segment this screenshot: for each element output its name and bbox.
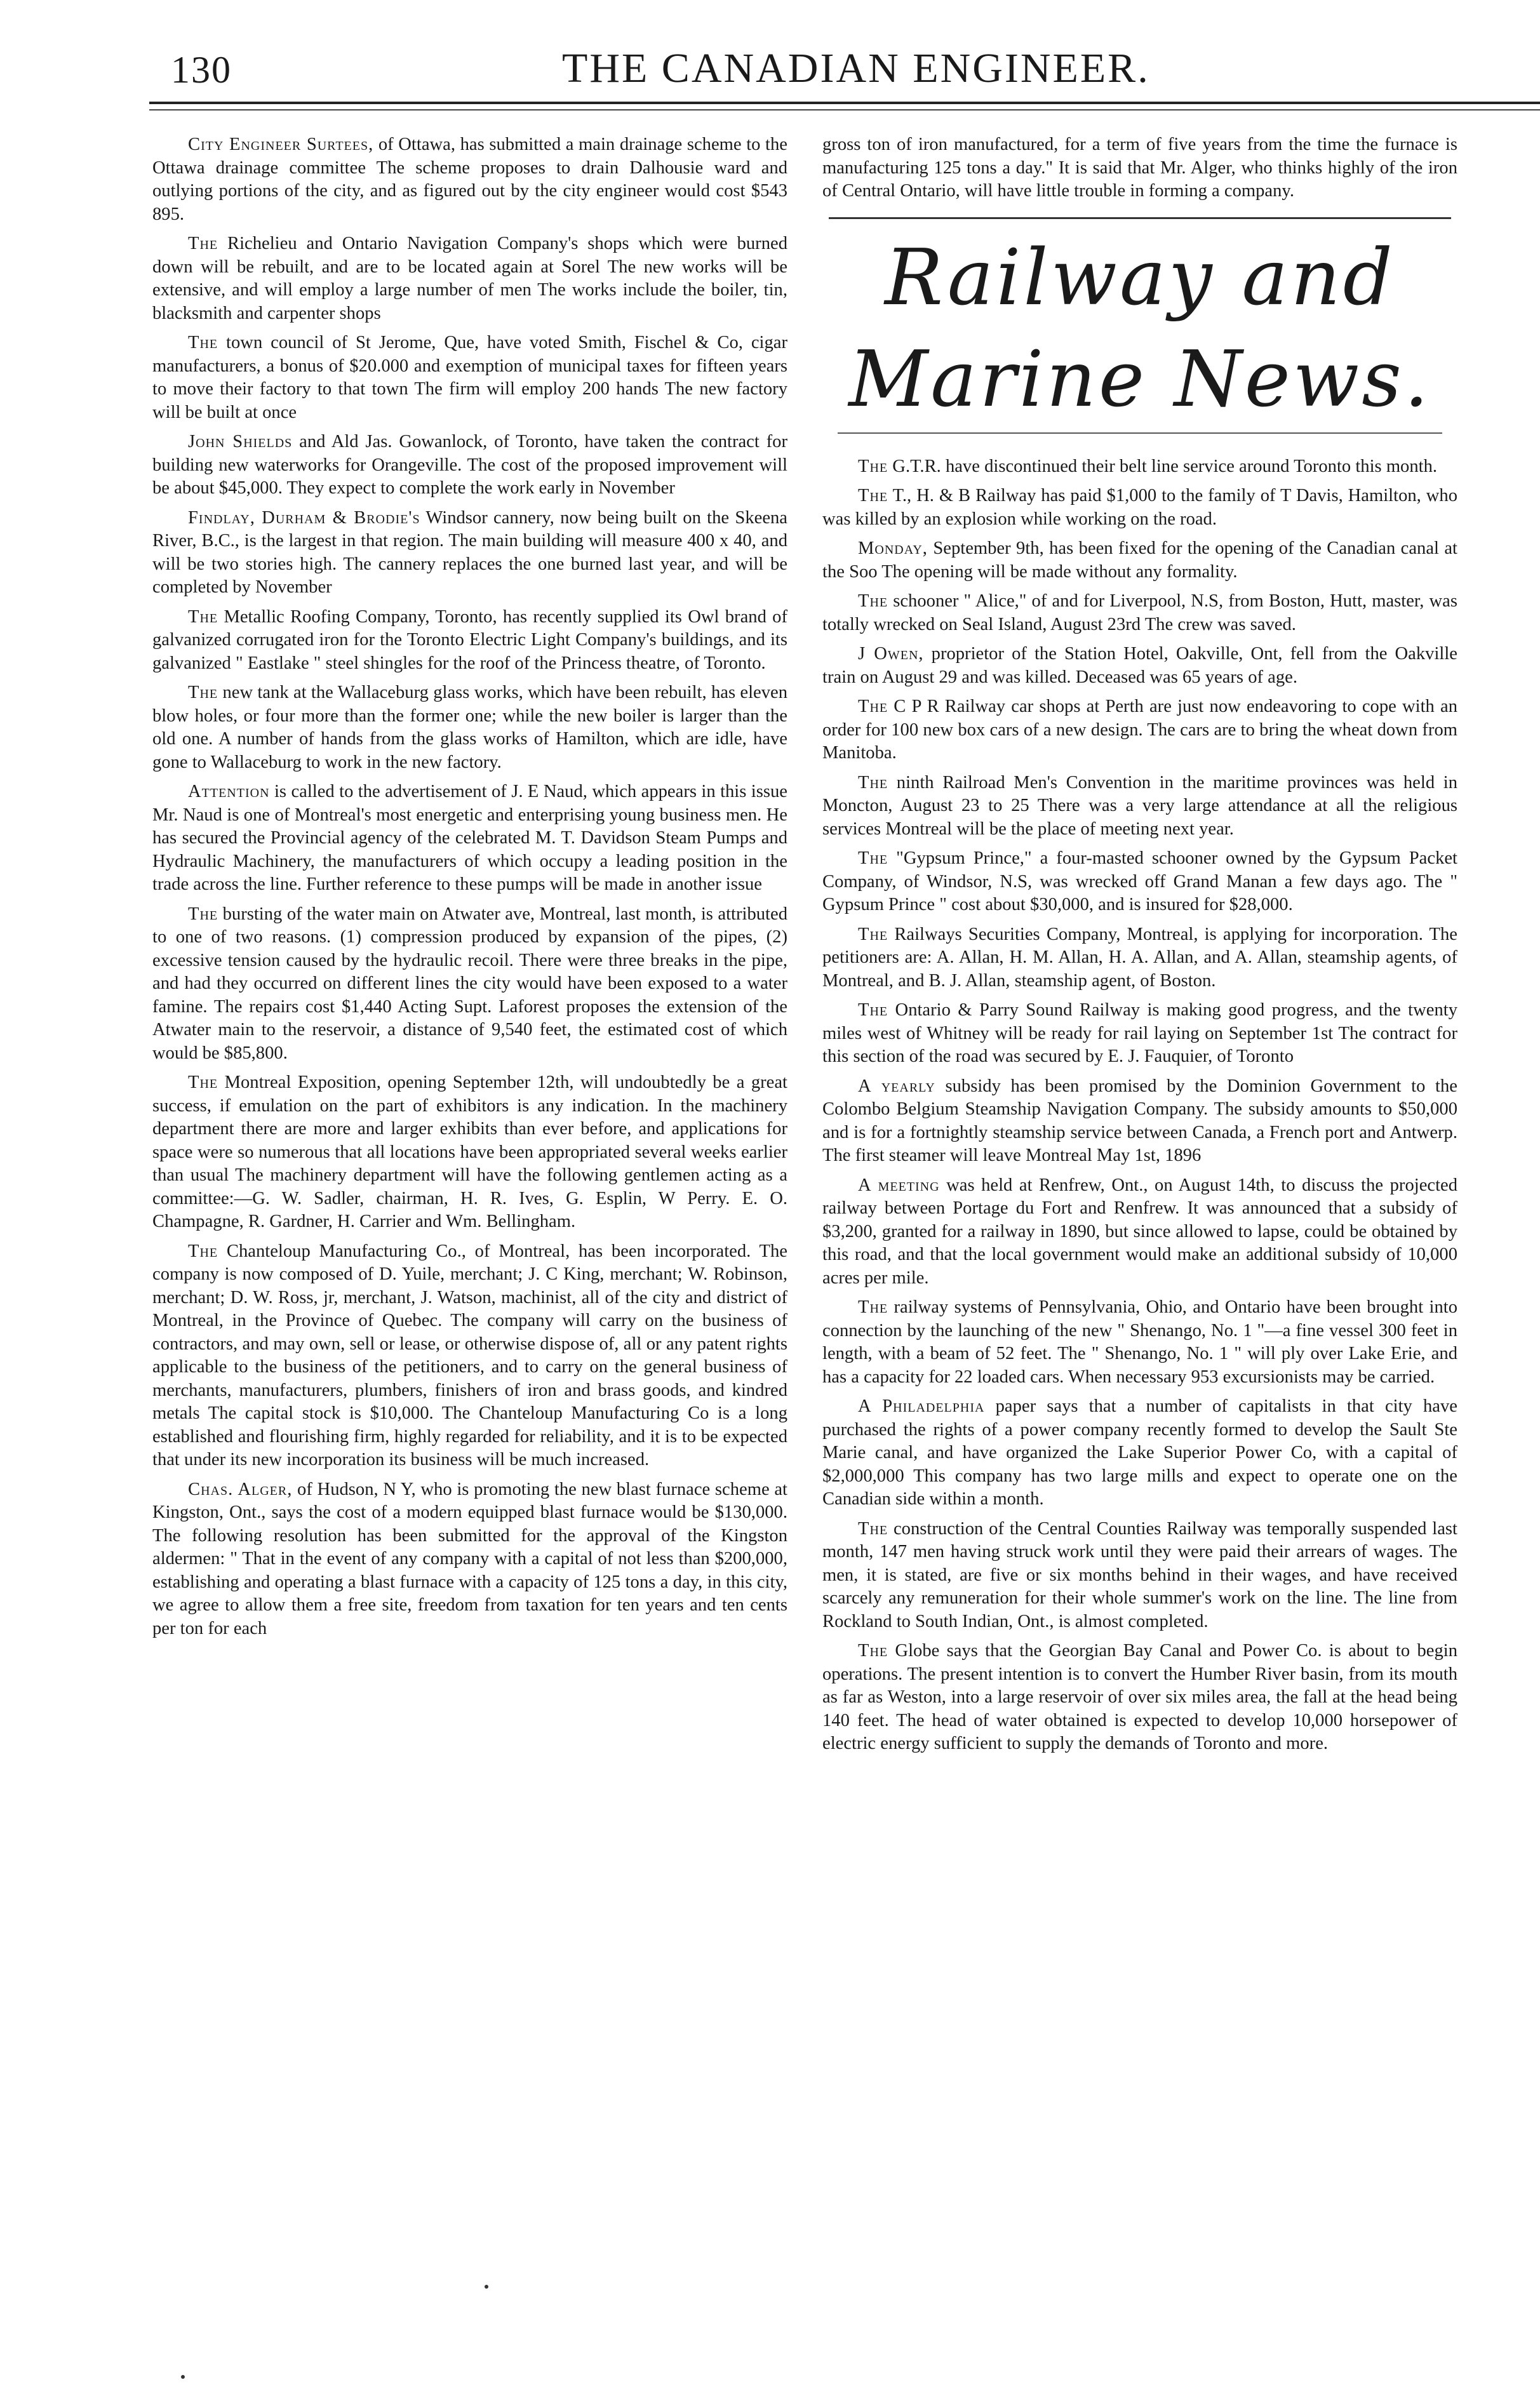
paragraph-text: Ontario & Parry Sound Railway is making good progress, and the twenty miles west of Whitney will be ready for rail laying on September 1st The contract for this section of the road was secured by E. J. Fauquier, of Toronto <box>822 1000 1457 1066</box>
paragraph-text: and Ald Jas. Gowanlock, of Toronto, have taken the contract for building new waterworks for Orangeville. The cost of the proposed improvement will be about $45,000. They expect to complete the work early in November <box>152 432 787 498</box>
news-paragraph <box>152 681 787 774</box>
paragraph-text: schooner " Alice," of and for Liverpool, N.S, from Boston, Hutt, master, was totally wrecked on Seal Island, August 23rd The crew was saved. <box>822 591 1457 634</box>
paragraph-lead: The <box>858 848 888 868</box>
news-paragraph <box>152 331 787 424</box>
paragraph-text: Richelieu and Ontario Navigation Company's shops which were burned down will be rebuilt, and are to be located again at Sorel The new works will be extensive, and will employ a large number of men The works include the boiler, tin, blacksmith and carpenter shops <box>152 234 787 323</box>
news-paragraph <box>152 232 787 325</box>
paragraph-lead: The <box>188 234 218 253</box>
news-paragraph <box>822 1174 1457 1290</box>
paragraph-lead: The <box>188 333 218 352</box>
paragraph-lead: The <box>858 697 888 716</box>
news-paragraph <box>152 606 787 676</box>
paragraph-text: proprietor of the Station Hotel, Oakville, Ont, fell from the Oakville train on August 29 and was killed. Deceased was 65 years of age. <box>822 644 1457 687</box>
news-paragraph <box>822 1075 1457 1168</box>
news-paragraph <box>822 485 1457 531</box>
railway-marine-news <box>822 455 1457 1756</box>
paragraph-lead: The <box>188 904 218 924</box>
paragraph-text: Windsor cannery, now being built on the Skeena River, B.C., is the largest in that region. The main building will measure 400 x 40, and will be two stories high. The cannery replaces the one burned last year, and will be completed by November <box>152 507 787 597</box>
section-rule <box>829 217 1451 219</box>
paragraph-lead: Chas. Alger, <box>188 1479 293 1499</box>
paragraph-text: G.T.R. have discontinued their belt line service around Toronto this month. <box>888 456 1438 476</box>
header-rule-thin <box>149 109 1540 110</box>
news-paragraph <box>152 431 787 500</box>
paragraph-lead: The <box>858 486 888 505</box>
news-paragraph <box>822 999 1457 1069</box>
paragraph-lead: Attention <box>188 782 270 801</box>
paragraph-text: Montreal Exposition, opening September 12th, will undoubtedly be a great success, if emulation on the part of exhibitors is any indication. In the machinery department there are more and larger exhibits than ever before, and applications for space were so numerous that all locations have been appropriated several weeks earlier than usual The machinery department will have the following gentlemen acting as a committee:—G. W. Sadler, chairman, H. R. Ives, G. Esplin, W Perry. E. O. Champagne, R. Gardner, H. Carrier and Wm. Bellingham. <box>152 1073 787 1231</box>
paragraph-lead: Findlay, Durham & Brodie's <box>188 507 420 528</box>
paragraph-text: of Ottawa, has submitted a main drainage scheme to the Ottawa drainage committee The scheme proposes to drain Dalhousie ward and outlying portions of the city, and as figured out by the city engineer would cost $543 895. <box>152 135 787 224</box>
news-paragraph <box>152 1240 787 1472</box>
news-paragraph <box>822 847 1457 917</box>
print-speck <box>485 2285 488 2289</box>
paragraph-lead: A Philadelphia <box>858 1396 985 1416</box>
paragraph-lead: The <box>858 1518 888 1539</box>
news-paragraph <box>152 1071 787 1234</box>
paragraph-lead: The <box>188 606 218 627</box>
paragraph-lead: City Engineer Surtees, <box>188 135 374 154</box>
news-paragraph <box>822 1395 1457 1511</box>
news-paragraph <box>822 133 1457 203</box>
section-rule-lower <box>838 432 1442 434</box>
paragraph-text: subsidy has been promised by the Dominion Government to the Colombo Belgium Steamship Navigation Company. The subsidy amounts to $50,000 and is for a fortnightly steamship service between Canada, a French port and Antwerp. The first steamer will leave Montreal May 1st, 1896 <box>822 1076 1457 1165</box>
paragraph-text: is called to the advertisement of J. E Naud, which appears in this issue Mr. Naud is one of Montreal's most energetic and enterprising young business men. He has secured the Provincial agency of the celebrated M. T. Davidson Steam Pumps and Hydraulic Machinery, the manufacturers of which occupy a leading position in the trade across the line. Further reference to these pumps will be made in another issue <box>152 782 787 894</box>
paragraph-lead: The <box>858 456 888 476</box>
print-speck <box>181 2375 185 2379</box>
news-paragraph <box>822 537 1457 584</box>
section-heading: Railway and Marine News. <box>848 232 1431 424</box>
paragraph-text: T., H. & B Railway has paid $1,000 to the family of T Davis, Hamilton, who was killed by an explosion while working on the road. <box>822 486 1457 529</box>
paragraph-lead: The <box>858 1000 888 1020</box>
paragraph-lead: The <box>188 1241 218 1261</box>
paragraph-text: construction of the Central Counties Railway was temporally suspended last month, 147 men having struck work until they were paid their arrears of wages. The men, it is stated, are five or six months behind in their wages, and have received scarcely any remuneration for their whole summer's work on the line. The line from Rockland to South Indian, Ont., is almost completed. <box>822 1518 1457 1631</box>
news-paragraph <box>822 590 1457 636</box>
news-paragraph <box>822 923 1457 993</box>
left-column <box>152 133 787 1647</box>
paragraph-lead: Monday, <box>858 538 928 558</box>
paragraph-lead: The <box>858 924 888 944</box>
paragraph-text: bursting of the water main on Atwater ave, Montreal, last month, is attributed to one of two reasons. (1) compression produced by expansion of the pipes, (2) excessive tension caused by the hydraulic recoil. There were three breaks in the pipe, and had they occurred on different lines the city would have been exposed to a water famine. The repairs cost $1,440 Acting Supt. Laforest proposes the extension of the Atwater main to the reservoir, a distance of 9,540 feet, the estimated cost of which would be $85,800. <box>152 904 787 1063</box>
continued-article <box>822 133 1457 203</box>
paragraph-text: Globe says that the Georgian Bay Canal and Power Co. is about to begin operations. The present intention is to convert the Humber River basin, from its mouth as far as Weston, into a large reservoir of over six miles area, the fall at the head being 140 feet. The head of water obtained is expected to develop 10,000 horsepower of electric energy sufficient to supply the demands of Toronto and more. <box>822 1641 1457 1753</box>
paragraph-text: Railways Securities Company, Montreal, is applying for incorporation. The petitioners are: A. Allan, H. M. Allan, H. A. Allan, and A. Allan, steamship agents, of Montreal, and B. J. Allan, steamship agent, of Boston. <box>822 924 1457 991</box>
paragraph-text: September 9th, has been fixed for the opening of the Canadian canal at the Soo The opening will be made without any formality. <box>822 538 1457 582</box>
journal-title: THE CANADIAN ENGINEER. <box>562 45 1150 91</box>
page-number: 130 <box>171 49 232 91</box>
paragraph-text: Chanteloup Manufacturing Co., of Montreal, has been incorporated. The company is now composed of D. Yuile, merchant; J. C King, merchant; W. Robinson, merchant; D. W. Ross, jr, merchant, J. Watson, machinist, all of the city and district of Montreal, in the Province of Quebec. The company will carry on the business of contractors, and may own, sell or lease, or otherwise dispose of, all or any patent rights applicable to the business of the petitioners, and to carry on the general business of merchants, manufacturers, plumbers, finishers of iron and brass goods, and kindred metals The capital stock is $10,000. The Chanteloup Manufacturing Co is a long established and flourishing firm, highly regarded for reliability, and it is to be expected that under its new incorporation its business will be much increased. <box>152 1241 787 1469</box>
paragraph-lead: The <box>188 683 218 702</box>
news-paragraph <box>152 133 787 226</box>
paragraph-text: of Hudson, N Y, who is promoting the new blast furnace scheme at Kingston, Ont., says the cost of a modern equipped blast furnace would be $130,000. The following resolution has been submitted for the approval of the Kingston aldermen: " That in the event of any company with a capital of not less than $200,000, establishing and operating a blast furnace with a capacity of 125 tons a day, in this city, we agree to allow them a free site, freedom from taxation for ten years and ten cents per ton for each <box>152 1479 787 1638</box>
paragraph-text: ninth Railroad Men's Convention in the maritime provinces was held in Moncton, August 23 to 25 There was a very large attendance at all the religious services Montreal will be the place of meeting next year. <box>822 772 1457 839</box>
news-paragraph <box>152 507 787 599</box>
news-paragraph <box>822 1640 1457 1756</box>
paragraph-text: Metallic Roofing Company, Toronto, has recently supplied its Owl brand of galvanized corrugated iron for the Toronto Electric Light Company's buildings, and its galvanized " Eastlake " steel shingles for the roof of the Princess theatre, of Toronto. <box>152 606 787 673</box>
paragraph-lead: A yearly <box>858 1076 935 1096</box>
paragraph-text: gross ton of iron manufactured, for a term of five years from the time the furnace is manufacturing 125 tons a day." It is said that Mr. Alger, who thinks highly of the iron of Central Ontario, will have little trouble in forming a company. <box>822 135 1457 201</box>
news-paragraph <box>822 772 1457 841</box>
news-paragraph <box>152 1478 787 1641</box>
news-paragraph <box>822 455 1457 479</box>
paragraph-text: C P R Railway car shops at Perth are just now endeavoring to cope with an order for 100 new box cars of a new design. The cars are to bring the wheat down from Manitoba. <box>822 697 1457 763</box>
paragraph-text: "Gypsum Prince," a four-masted schooner owned by the Gypsum Packet Company, of Windsor, N.S, was wrecked off Grand Manan a few days ago. The " Gypsum Prince " cost about $30,000, and is insured for $28,000. <box>822 848 1457 914</box>
paragraph-lead: The <box>858 772 888 793</box>
paragraph-text: was held at Renfrew, Ont., on August 14th, to discuss the projected railway between Portage du Fort and Renfrew. It was announced that a subsidy of $3,200, granted for a railway in 1890, but since allowed to lapse, could be obtained by this road, and that the local government would make an additional subsidy of 10,000 acres per mile. <box>822 1175 1458 1288</box>
paragraph-lead: John Shields <box>188 432 293 452</box>
paragraph-lead: The <box>188 1073 218 1092</box>
paragraph-lead: The <box>858 1641 888 1661</box>
paragraph-lead: The <box>858 1297 888 1317</box>
paragraph-text: railway systems of Pennsylvania, Ohio, and Ontario have been brought into connection by the launching of the new " Shenango, No. 1 "—a fine vessel 300 feet in length, with a beam of 52 feet. The " Shenango, No. 1 " will ply over Lake Erie, and has a capacity for 22 loaded cars. When necessary 953 excursionists may be carried. <box>822 1297 1457 1387</box>
page-header <box>149 39 1540 97</box>
news-paragraph <box>822 1296 1457 1389</box>
news-paragraph <box>822 695 1457 765</box>
paragraph-text: new tank at the Wallaceburg glass works, which have been rebuilt, has eleven blow holes, or four more than the former one; while the new boiler is larger than the old one. A number of hands from the glass works of Hamilton, which are idle, have gone to Wallaceburg to work in the new factory. <box>152 683 787 772</box>
news-paragraph <box>152 903 787 1066</box>
header-rule <box>149 102 1540 104</box>
paragraph-text: town council of St Jerome, Que, have voted Smith, Fischel & Co, cigar manufacturers, a bonus of $20.000 and exemption of municipal taxes for fifteen years to move their factory to that town The firm will employ 200 hands The new factory will be built at once <box>152 333 787 422</box>
paragraph-text: paper says that a number of capitalists in that city have purchased the rights of a power company recently formed to develop the Sault Ste Marie canal, and have organized the Lake Superior Power Co, with a capital of $2,000,000 This company has two large mills and expect to operate one on the Canadian side within a month. <box>822 1396 1457 1509</box>
paragraph-lead: J Owen, <box>858 644 924 664</box>
news-paragraph <box>152 780 787 897</box>
paragraph-lead: The <box>858 591 888 611</box>
news-paragraph <box>822 1518 1457 1634</box>
paragraph-lead: A meeting <box>858 1175 940 1195</box>
news-paragraph <box>822 643 1457 689</box>
right-column <box>822 133 1457 1762</box>
